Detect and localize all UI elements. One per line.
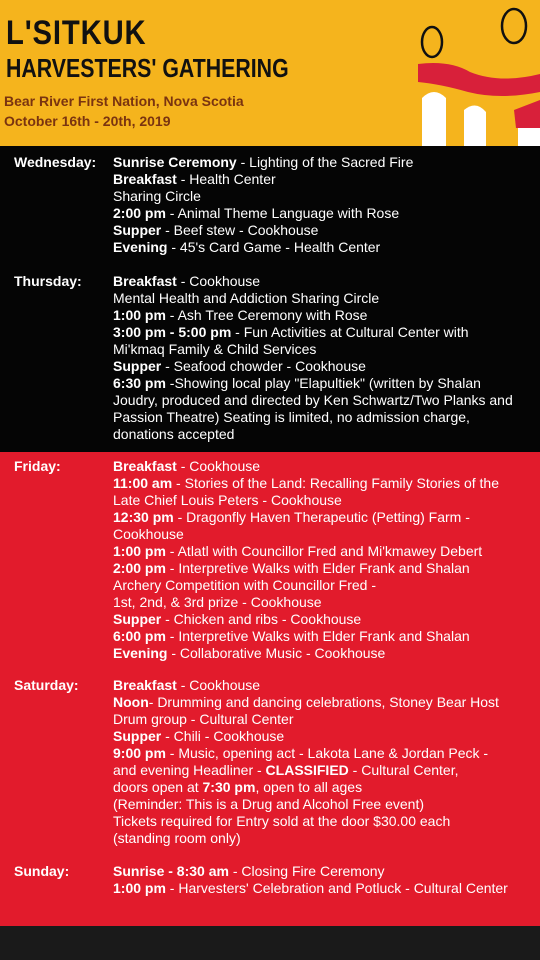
schedule-line: [113, 307, 538, 324]
schedule-line: [113, 492, 538, 509]
schedule-description: (standing room only): [113, 830, 241, 846]
schedule-description: Sharing Circle: [113, 188, 201, 204]
schedule-description: - Chicken and ribs - Cookhouse: [161, 611, 362, 627]
schedule-description: - Fun Activities at Cultural Center with: [231, 324, 469, 340]
event-title: L'SITKUK: [6, 14, 147, 52]
day-label-friday: Friday:: [14, 458, 61, 474]
saturday-section: [0, 672, 540, 858]
schedule-line: [113, 171, 538, 188]
schedule-line: [113, 526, 538, 543]
schedule-line: [113, 324, 538, 341]
schedule-description: Tickets required for Entry sold at the door $30.00 each: [113, 813, 451, 829]
schedule-time-label: 12:30 pm: [113, 509, 174, 525]
schedule-description: - Chili - Cookhouse: [161, 728, 285, 744]
schedule-time-label: Sunrise - 8:30 am: [113, 863, 229, 879]
schedule-description: - Drumming and dancing celebrations, Stoney Bear Host: [148, 694, 499, 710]
schedule-description: - 45's Card Game - Health Center: [167, 239, 381, 255]
schedule-description: - Closing Fire Ceremony: [228, 863, 385, 879]
schedule-line: [113, 458, 538, 475]
event-location: Bear River First Nation, Nova Scotia: [4, 93, 244, 109]
event-subtitle: HARVESTERS' GATHERING: [6, 53, 289, 83]
sunday-events: [113, 863, 538, 897]
schedule-description: - Stories of the Land: Recalling Family Stories of the: [172, 475, 499, 491]
schedule-line: [113, 594, 538, 611]
schedule-description: - Interpretive Walks with Elder Frank and Shalan: [165, 560, 470, 576]
schedule-description: - Music, opening act - Lakota Lane & Jordan Peck -: [165, 745, 489, 761]
schedule-time-label: Supper: [113, 358, 162, 374]
schedule-description: Joudry, produced and directed by Ken Schwartz/Two Planks and: [113, 392, 513, 408]
thursday-events: [113, 273, 538, 443]
schedule-time-label: 2:00 pm: [113, 560, 166, 576]
schedule-time-label: Sunrise Ceremony: [113, 154, 237, 170]
schedule-time-label: 1:00 pm: [113, 307, 166, 323]
schedule-time-label: Supper: [113, 611, 162, 627]
schedule-description: - Cookhouse: [176, 677, 261, 693]
wednesday-events: [113, 154, 538, 256]
decorative-figures-art: [410, 0, 540, 146]
schedule-line: [113, 628, 538, 645]
schedule-line: [113, 475, 538, 492]
schedule-line: [113, 239, 538, 256]
thursday-section: [0, 266, 540, 452]
schedule-description: - Animal Theme Language with Rose: [165, 205, 400, 221]
schedule-description: - Lighting of the Sacred Fire: [236, 154, 414, 170]
schedule-description: - Beef stew - Cookhouse: [161, 222, 319, 238]
schedule-line: [113, 392, 538, 409]
schedule-line: [113, 188, 538, 205]
schedule-description: - Harvesters' Celebration and Potluck - Cultural Center: [165, 880, 508, 896]
schedule-time-label: 9:00 pm: [113, 745, 166, 761]
schedule-time-label: Breakfast: [113, 273, 177, 289]
schedule-description: Archery Competition with Councillor Fred -: [113, 577, 376, 593]
schedule-line: [113, 560, 538, 577]
schedule-description: 1st, 2nd, & 3rd prize - Cookhouse: [113, 594, 322, 610]
schedule-line: [113, 409, 538, 426]
schedule-line: [113, 796, 538, 813]
day-label-wednesday: Wednesday:: [14, 154, 97, 170]
schedule-description: - Atlatl with Councillor Fred and Mi'kmawey Debert: [165, 543, 483, 559]
schedule-line: [113, 677, 538, 694]
schedule-time-label: Evening: [113, 239, 168, 255]
schedule-line: [113, 273, 538, 290]
schedule-description: - Cookhouse: [176, 273, 261, 289]
schedule-line: [113, 830, 538, 847]
schedule-time-label: 1:00 pm: [113, 543, 166, 559]
schedule-line: [113, 222, 538, 239]
poster-header: [0, 0, 540, 146]
schedule-line: [113, 154, 538, 171]
schedule-description: Drum group - Cultural Center: [113, 711, 294, 727]
schedule-time-label: 6:30 pm: [113, 375, 166, 391]
schedule-line: [113, 745, 538, 762]
schedule-line: [113, 290, 538, 307]
schedule-description: donations accepted: [113, 426, 235, 442]
schedule-line: [113, 543, 538, 560]
schedule-time-label: 11:00 am: [113, 475, 173, 491]
schedule-description: Cookhouse: [113, 526, 184, 542]
schedule-time-label: Breakfast: [113, 458, 177, 474]
schedule-line: [113, 375, 538, 392]
schedule-description: Mental Health and Addiction Sharing Circle: [113, 290, 380, 306]
schedule-line: [113, 711, 538, 728]
schedule-description: Passion Theatre) Seating is limited, no admission charge,: [113, 409, 470, 425]
schedule-time-label: Supper: [113, 728, 162, 744]
schedule-description: - Collaborative Music - Cookhouse: [167, 645, 386, 661]
schedule-line: [113, 762, 538, 779]
schedule-description: , open to all ages: [255, 779, 363, 795]
schedule-description: Late Chief Louis Peters - Cookhouse: [113, 492, 342, 508]
schedule-line: [113, 358, 538, 375]
schedule-description: -Showing local play "Elapultiek" (written by Shalan: [165, 375, 481, 391]
sunday-section: [0, 858, 540, 926]
schedule-time-label: Evening: [113, 645, 168, 661]
day-label-thursday: Thursday:: [14, 273, 82, 289]
schedule-description: - Health Center: [176, 171, 276, 187]
schedule-time-label: Breakfast: [113, 677, 177, 693]
schedule-line: [113, 426, 538, 443]
event-dates: October 16th - 20th, 2019: [4, 113, 171, 129]
schedule-time-label: 2:00 pm: [113, 205, 166, 221]
schedule-description: - Dragonfly Haven Therapeutic (Petting) Farm -: [173, 509, 470, 525]
schedule-line: [113, 341, 538, 358]
schedule-line: [113, 577, 538, 594]
schedule-time-label: Breakfast: [113, 171, 177, 187]
schedule-time-label: CLASSIFIED: [265, 762, 349, 778]
schedule-description: - Seafood chowder - Cookhouse: [161, 358, 366, 374]
schedule-time-label: Noon: [113, 694, 149, 710]
schedule-line: [113, 694, 538, 711]
schedule-line: [113, 863, 538, 880]
schedule-time-label: 1:00 pm: [113, 880, 166, 896]
schedule-line: [113, 813, 538, 830]
schedule-line: [113, 880, 538, 897]
saturday-events: [113, 677, 538, 847]
schedule-time-label: 3:00 pm - 5:00 pm: [113, 324, 232, 340]
day-label-saturday: Saturday:: [14, 677, 79, 693]
wednesday-section: [0, 146, 540, 266]
schedule-description: - Ash Tree Ceremony with Rose: [165, 307, 368, 323]
schedule-description: - Cookhouse: [176, 458, 261, 474]
schedule-time-label: 7:30 pm: [202, 779, 256, 795]
schedule-description: - Cultural Center,: [348, 762, 459, 778]
schedule-description: Mi'kmaq Family & Child Services: [113, 341, 317, 357]
schedule-description: and evening Headliner -: [113, 762, 266, 778]
friday-events: [113, 458, 538, 662]
schedule-description: (Reminder: This is a Drug and Alcohol Free event): [113, 796, 424, 812]
schedule-line: [113, 509, 538, 526]
schedule-time-label: Supper: [113, 222, 162, 238]
schedule-description: - Interpretive Walks with Elder Frank and Shalan: [165, 628, 470, 644]
schedule-line: [113, 205, 538, 222]
schedule-line: [113, 728, 538, 745]
bottom-bar: [0, 926, 540, 960]
schedule-time-label: 6:00 pm: [113, 628, 166, 644]
schedule-line: [113, 779, 538, 796]
day-label-sunday: Sunday:: [14, 863, 70, 879]
schedule-description: doors open at: [113, 779, 203, 795]
friday-section: [0, 452, 540, 672]
schedule-line: [113, 611, 538, 628]
schedule-line: [113, 645, 538, 662]
